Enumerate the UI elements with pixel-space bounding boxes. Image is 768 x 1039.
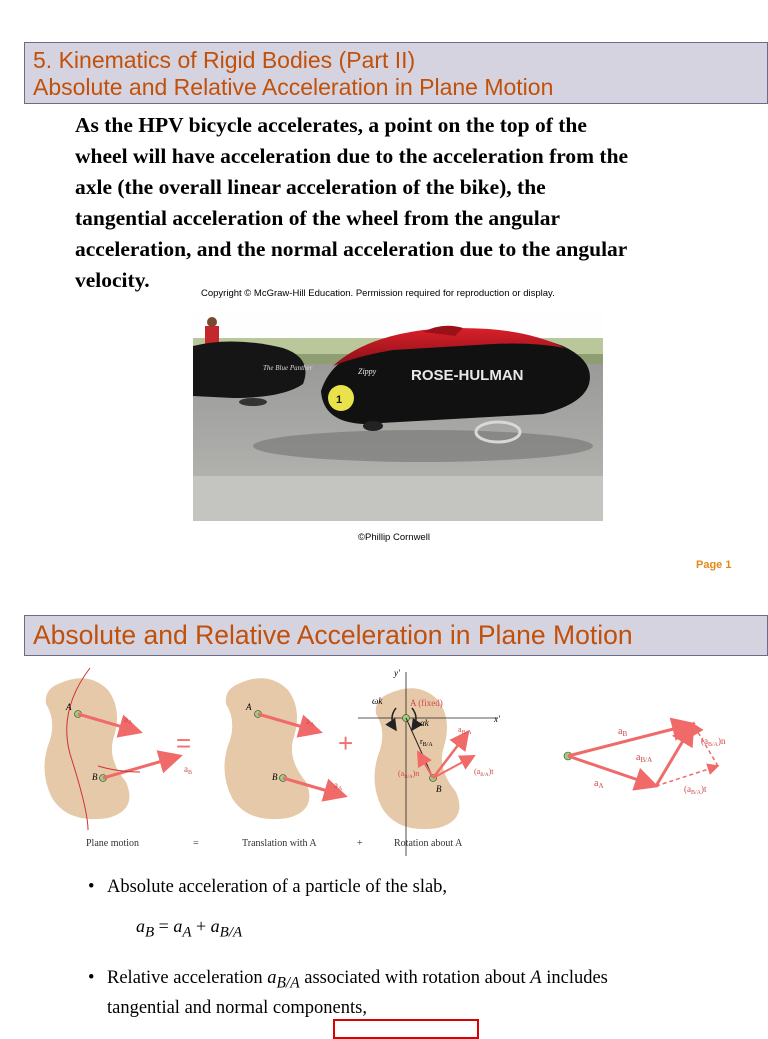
alpha-label: αk [420, 718, 429, 728]
caption-translation: Translation with A [242, 838, 317, 849]
svg-text:B: B [436, 784, 442, 794]
svg-text:(aB/A)t: $(a_{B/A})t$ [684, 784, 707, 796]
slide-1-title-line-1: 5. Kinematics of Rigid Bodies (Part II) [33, 47, 416, 73]
vehicle-label: ROSE-HULMAN [411, 367, 524, 384]
svg-text:aB: $a_B$ [618, 726, 628, 738]
hpv-photo-drawing [193, 306, 603, 521]
svg-text:aB: $a_B$ [184, 764, 193, 776]
svg-text:(aB/A)n: $(a_{B/A})n$ [701, 736, 726, 748]
caption-plane-motion: Plane motion [86, 838, 140, 849]
plane-motion-figure [28, 660, 768, 860]
svg-text:aA: $a_A$ [334, 780, 343, 792]
bullet-dot: • [88, 877, 95, 897]
body-line: velocity. [75, 268, 150, 292]
page-number: Page 1 [696, 559, 732, 571]
plane-motion-diagram [28, 660, 768, 860]
svg-text:(aB/A)t: $(a_{B/A})t$ [474, 767, 494, 778]
bullet-text: Relative acceleration [107, 968, 263, 988]
slide-1-title-line-2: Absolute and Relative Acceleration in Plane Motion [33, 74, 554, 100]
caption-equals: = [193, 838, 199, 849]
bullet-dot: • [88, 968, 95, 988]
omega-label: ωk [372, 696, 383, 706]
slide-2-title: Absolute and Relative Acceleration in Plane Motion [33, 620, 633, 650]
body-line: wheel will have acceleration due to the acceleration from the [75, 144, 629, 168]
slide-1-title-box [24, 42, 768, 104]
slab-plane-motion [44, 678, 129, 819]
svg-text:(aB/A)n: $(a_{B/A})n$ [398, 769, 420, 780]
equation-absolute: $a_B = a_A + a_{B/A}$ [136, 916, 243, 941]
body-line: As the HPV bicycle accelerates, a point on the top of the [75, 113, 587, 137]
photo-credit: ©Phillip Cornwell [358, 532, 430, 543]
body-line: tangential acceleration of the wheel from the angular [75, 206, 561, 230]
slide-2-title-box [24, 615, 768, 656]
svg-text:Zippy: Zippy [358, 367, 377, 376]
svg-text:aA: $a_A$ [306, 716, 315, 728]
svg-text:rB/A: $r_{B/A}$ [420, 737, 433, 748]
svg-text:A: A [246, 702, 252, 712]
caption-plus: + [357, 838, 363, 849]
svg-text:aA: $a_A$ [124, 714, 133, 726]
svg-text:B: B [272, 772, 278, 782]
slide-1-body [75, 110, 750, 296]
plus-sign: + [338, 728, 354, 758]
svg-text:1: 1 [336, 394, 343, 406]
y-axis-label: y' [394, 668, 400, 678]
body-line: axle (the overall linear acceleration of the bike), the [75, 175, 546, 199]
body-line: acceleration, and the normal acceleration due to the angular [75, 237, 628, 261]
svg-text:aB/A: $a_{B/A}$ [636, 752, 653, 764]
bullet-text-line-2: tangential and normal components, [107, 997, 367, 1018]
x-axis-label: x' [494, 714, 500, 724]
vector-triangle [564, 724, 726, 796]
highlight-box [333, 1019, 479, 1039]
point-a-label: A [66, 702, 72, 712]
bullet-text: Absolute acceleration of a particle of the slab, [107, 877, 448, 897]
svg-text:aA: $a_A$ [594, 778, 604, 790]
slab-translation [224, 678, 309, 819]
hpv-photo [193, 306, 603, 521]
copyright-notice: Copyright © McGraw-Hill Education. Permission required for reproduction or display. [201, 288, 555, 299]
svg-text:The Blue Panther: The Blue Panther [263, 364, 313, 372]
caption-rotation: Rotation about A [394, 838, 463, 849]
point-b-label: B [92, 772, 98, 782]
relative-accel-symbol: a [267, 968, 277, 988]
svg-text:aB/A: $a_{B/A}$ [458, 725, 472, 736]
fixed-point-label: A (fixed) [410, 698, 443, 708]
equals-sign: = [176, 728, 192, 758]
